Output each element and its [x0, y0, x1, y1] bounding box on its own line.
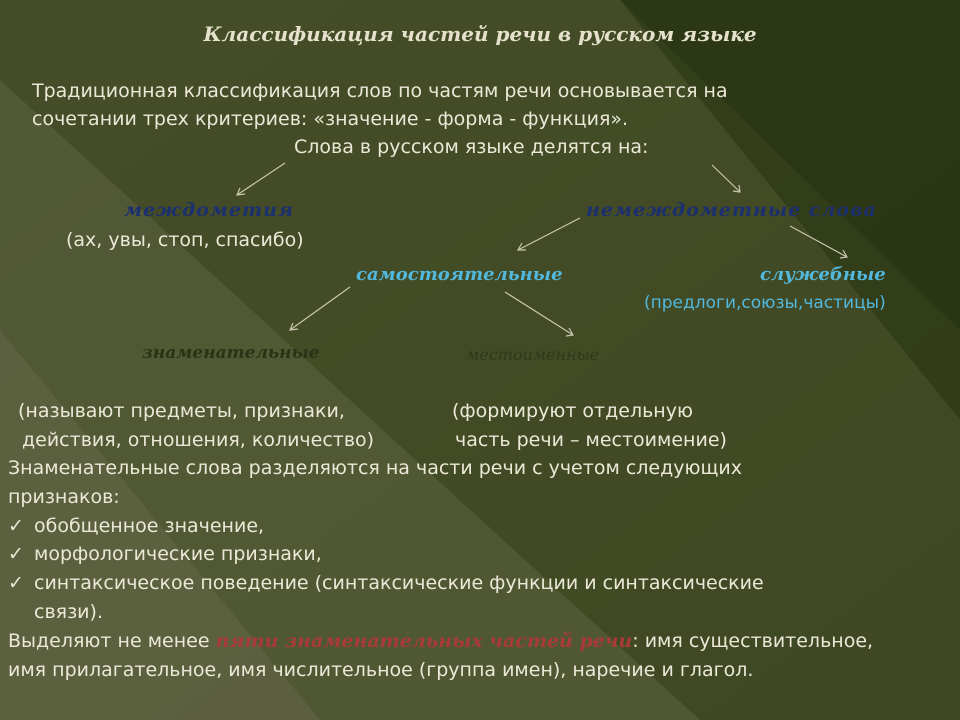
term-mezhdometia: междометия	[124, 199, 295, 221]
bullet-text-3-cont: связи).	[34, 601, 103, 623]
bullet-item-1	[8, 515, 264, 537]
bullet-text-1: обобщенное значение,	[34, 515, 265, 537]
term-sluzhebnye: служебные	[760, 264, 886, 285]
checkmark-icon: ✓	[8, 543, 24, 565]
right-note-line-1: (формируют отдельную	[452, 400, 693, 422]
bullet-item-2	[8, 543, 322, 565]
checkmark-icon: ✓	[8, 515, 24, 537]
final-line-1	[8, 630, 873, 652]
slide-title: Классификация частей речи в русском языке	[203, 22, 757, 46]
intro-line-3: Слова в русском языке делятся на:	[294, 136, 649, 158]
final-post: : имя существительное,	[632, 630, 874, 652]
final-highlight: пяти знаменательных частей речи	[215, 630, 633, 652]
term-mestoimennye: местоименные	[466, 345, 600, 364]
left-note-line-1: (называют предметы, признаки,	[18, 400, 345, 422]
term-znamenatelnye: знаменательные	[142, 343, 320, 363]
left-note-line-2: действия, отношения, количество)	[22, 429, 375, 451]
bullet-item-3	[8, 572, 764, 594]
right-note-line-2: часть речи – местоимение)	[455, 429, 727, 451]
term-nemezhdometnye: немеждометные слова	[586, 199, 877, 221]
final-line-2: имя прилагательное, имя числительное (группа имен), наречие и глагол.	[8, 659, 754, 681]
sluzhebnye-examples: (предлоги,союзы,частицы)	[644, 293, 886, 313]
term-samostoyatelnye: самостоятельные	[356, 264, 563, 285]
mezhdometia-examples: (ах, увы, стоп, спасибо)	[66, 229, 304, 251]
paragraph-line-2: признаков:	[8, 486, 120, 508]
intro-line-2: сочетании трех критериев: «значение - форма - функция».	[32, 108, 629, 130]
checkmark-icon: ✓	[8, 572, 24, 594]
final-pre: Выделяют не менее	[8, 630, 216, 652]
intro-line-1: Традиционная классификация слов по частям речи основывается на	[32, 80, 728, 102]
bullet-text-3: синтаксическое поведение (синтаксические функции и синтаксические	[34, 572, 764, 594]
bullet-text-2: морфологические признаки,	[34, 543, 322, 565]
paragraph-line-1: Знаменательные слова разделяются на части речи с учетом следующих	[8, 457, 742, 479]
